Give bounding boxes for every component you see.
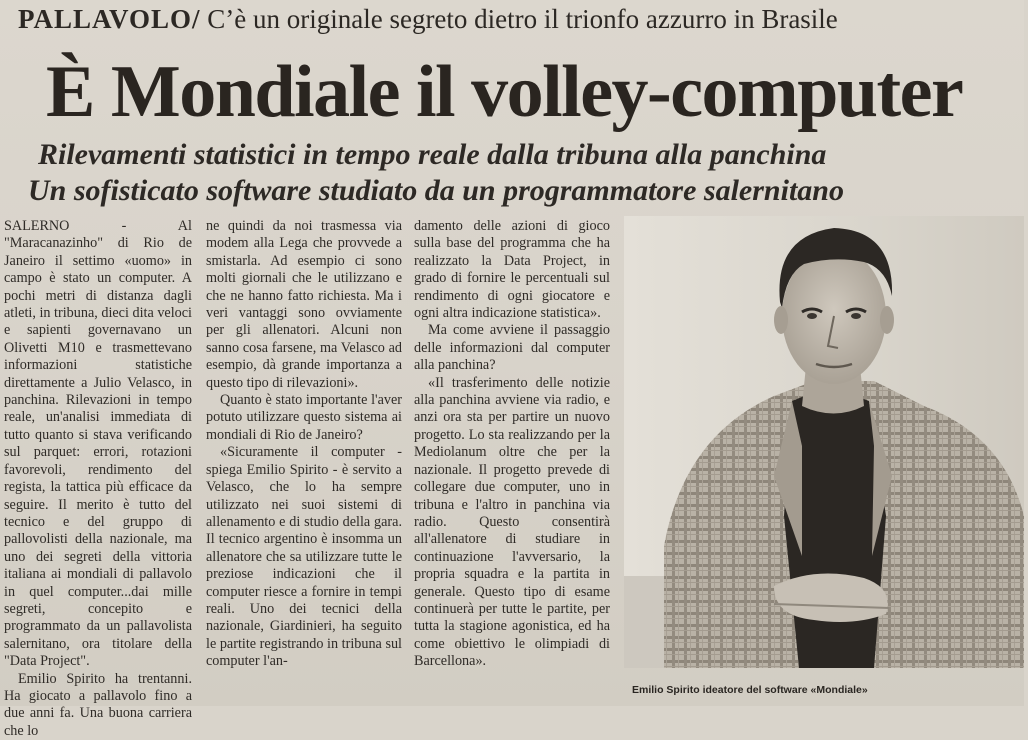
paragraph: ne quindi da noi trasmessa via modem alla Lega che provvede a smistarla. Ad esempio ci sono molti giornali che le utilizzano e che ne hanno fatto richiesta. Ma i veri vantaggi sono ovviamente per gli allenatori. Alcuni non sanno cosa farsene, ma Velasco ad esempio, dà grande importanza a questo tipo di rilevazioni». xyxy=(206,218,402,391)
paragraph: SALERNO - Al "Maracanazinho" di Rio de Janeiro il settimo «uomo» in campo è stato un computer. A pochi metri di distanza dagli atleti, in tribuna, dieci dita veloci e sapienti governavano un Olivetti M10 e trasmettevano informazioni statistiche direttamente a Julio Velasco, in panchina. Rilevazioni in tempo reale, un'analisi immediata di tutto quanto si stava verificando sul parquet: errori, rotazioni favorevoli, rendimento del regista, la tattica più efficace da seguire. Il merito è tutto del tecnico e del gruppo di pallovolisti della nazionale, ma uno dei segreti della vittoria italiana ai mondiali di pallavolo in quel computer...dai mille segreti, concepito e programmato da un pallavolista salernitano, ora titolare della "Data Project". xyxy=(4,218,192,670)
kicker-line xyxy=(18,2,1018,38)
kicker-text: C’è un originale segreto dietro il trionfo azzurro in Brasile xyxy=(200,4,838,34)
article-column-1 xyxy=(4,218,192,739)
paragraph: «Sicuramente il computer - spiega Emilio Spirito - è servito a Velasco, che lo ha sempre utilizzato nei suoi sistemi di allenamento e di studio della gara. Il tecnico argentino è insomma un allenatore che sa utilizzare tutte le preziose indicazioni che il computer riesce a fornire in tempi reali. Uno dei tecnici della nazionale, Giardinieri, ha seguito le partite registrando in tribuna sul computer l'an- xyxy=(206,444,402,670)
paragraph: «Il trasferimento delle notizie alla panchina avviene via radio, e anzi ora sta per partire un nuovo progetto. Lo sta realizzando per la Mediolanum oltre che per la nazionale. Il progetto prevede di collegare due computer, uno in tribuna e l'altro in panchina via radio. Questo consentirà all'allenatore di studiare in continuazione l'avversario, la propria squadra e la partita in generale. Questo tipo di esame continuerà per tutte le partite, per tutta la stagione agonistica, ed ha come obiettivo le olimpiadi di Barcellona». xyxy=(414,374,610,670)
deck-line-1: Rilevamenti statistici in tempo reale dalla tribuna alla panchina xyxy=(38,138,827,171)
portrait-illustration xyxy=(624,216,1024,668)
paragraph: Ma come avviene il passaggio delle informazioni dal computer alla panchina? xyxy=(414,322,610,374)
paragraph: Quanto è stato importante l'aver potuto utilizzare questo sistema ai mondiali di Rio de Janeiro? xyxy=(206,392,402,443)
photo-caption: Emilio Spirito ideatore del software «Mondiale» xyxy=(632,684,868,696)
headline: È Mondiale il volley-computer xyxy=(46,51,963,133)
section-label: PALLAVOLO/ xyxy=(18,4,201,34)
article-column-2 xyxy=(206,218,402,706)
deck-line-2: Un sofisticato software studiato da un programmatore salernitano xyxy=(28,174,844,207)
paragraph: Emilio Spirito ha trentanni. Ha giocato a pallavolo fino a due anni fa. Una buona carriera che lo xyxy=(4,670,192,739)
portrait-photo xyxy=(624,216,1024,668)
paragraph: damento delle azioni di gioco sulla base del programma che ha realizzato la Data Project, in grado di fornire le percentuali sul rendimento di ogni giocatore e ogni altra indicazione statistica». xyxy=(414,218,610,322)
article-column-3 xyxy=(414,218,610,706)
